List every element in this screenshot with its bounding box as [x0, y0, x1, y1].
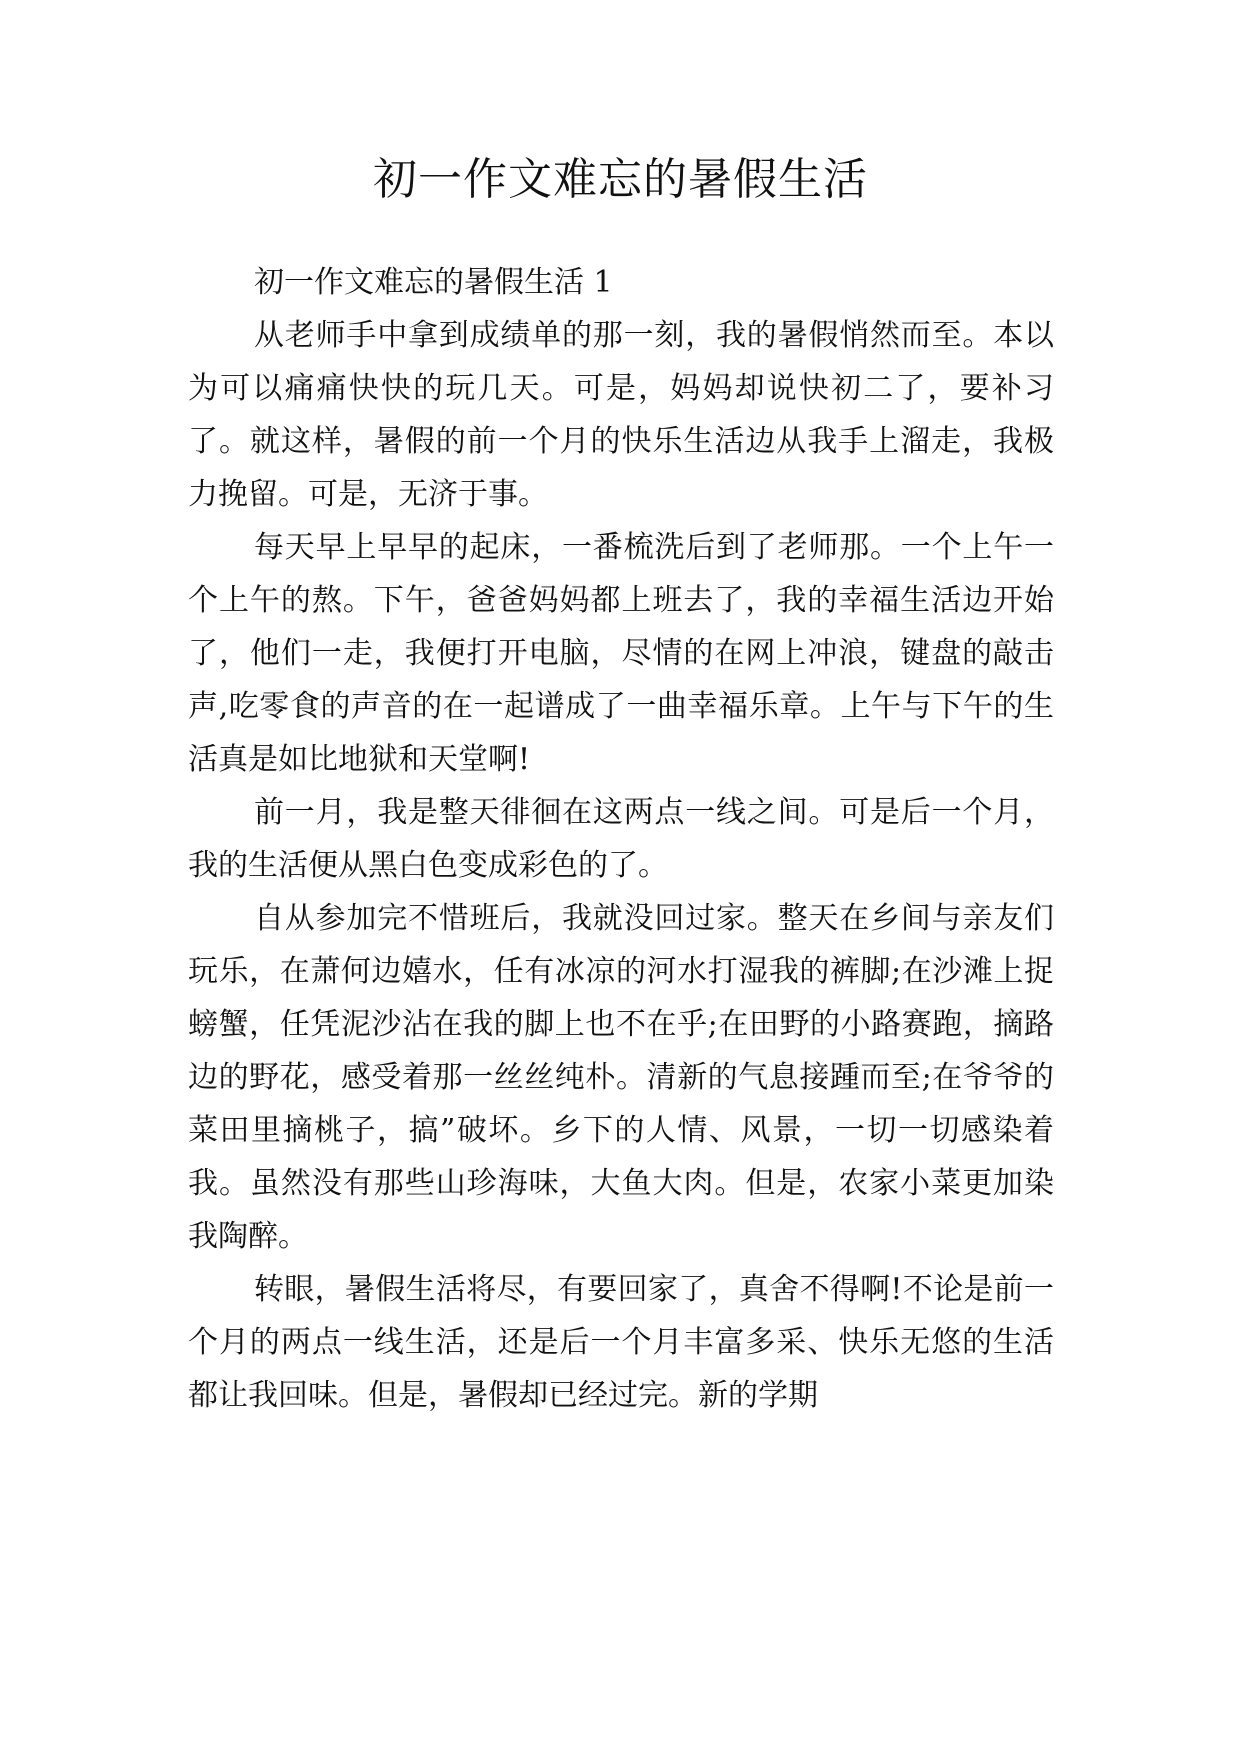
paragraph-1: 从老师手中拿到成绩单的那一刻，我的暑假悄然而至。本以为可以痛痛快快的玩几天。可是，妈妈却说快初二了，要补习了。就这样，暑假的前一个月的快乐生活边从我手上溜走，我极力挽留。可是，无济于事。 — [188, 318, 1054, 512]
paragraph-5: 转眼，暑假生活将尽，有要回家了，真舍不得啊!不论是前一个月的两点一线生活，还是后一个月丰富多采、快乐无悠的生活都让我回味。但是，暑假却已经过完。新的学期 — [188, 1272, 1054, 1413]
paragraph-3: 前一月，我是整天徘徊在这两点一线之间。可是后一个月，我的生活便从黑白色变成彩色的了。 — [188, 795, 1054, 883]
paragraph-4: 自从参加完不惜班后，我就没回过家。整天在乡间与亲友们玩乐，在萧何边嬉水，任有冰凉的河水打湿我的裤脚;在沙滩上捉螃蟹，任凭泥沙沾在我的脚上也不在乎;在田野的小路赛跑，摘路边的野花，感受着那一丝丝纯朴。清新的气息接踵而至;在爷爷的菜田里摘桃子，搞”破坏。乡下的人情、风景，一切一切感染着我。虽然没有那些山珍海味，大鱼大肉。但是，农家小菜更加染我陶醉。 — [188, 901, 1054, 1254]
document-title: 初一作文难忘的暑假生活 — [373, 154, 868, 205]
section-heading: 初一作文难忘的暑假生活 1 — [254, 265, 613, 300]
document-body — [188, 256, 1054, 1422]
paragraph-2: 每天早上早早的起床，一番梳洗后到了老师那。一个上午一个上午的熬。下午，爸爸妈妈都上班去了，我的幸福生活边开始了，他们一走，我便打开电脑，尽情的在网上冲浪，键盘的敲击声,吃零食的声音的在一起谱成了一曲幸福乐章。上午与下午的生活真是如比地狱和天堂啊! — [188, 530, 1054, 777]
